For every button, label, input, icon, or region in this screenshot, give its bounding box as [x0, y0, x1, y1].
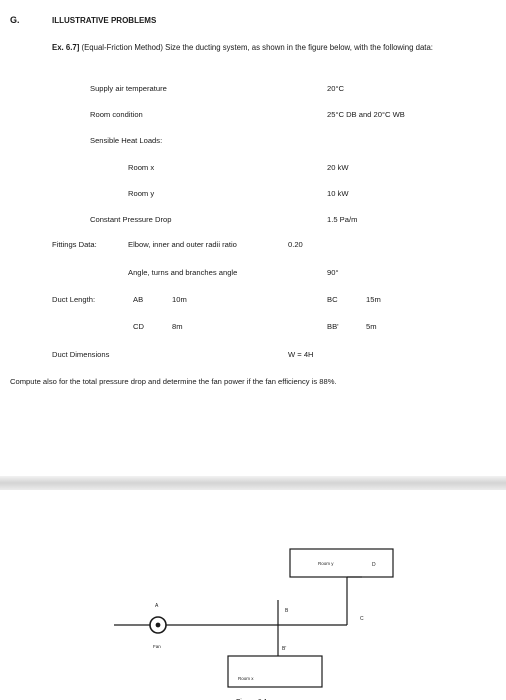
room-condition-label: Room condition	[90, 110, 143, 119]
example-text: (Equal-Friction Method) Size the ducting system, as shown in the figure below, with the following data:	[81, 43, 433, 52]
fan-text: Fan	[153, 644, 161, 649]
compute-instruction: Compute also for the total pressure drop and determine the fan power if the fan efficiency is 88%.	[10, 377, 337, 386]
room-x-box	[228, 656, 322, 687]
ab-value: 10m	[172, 295, 187, 304]
pressure-drop-value: 1.5 Pa/m	[327, 215, 358, 224]
point-c: C	[360, 616, 364, 622]
loads-label: Sensible Heat Loads:	[90, 136, 163, 145]
bc-value: 15m	[366, 295, 381, 304]
duct-dimensions-value: W = 4H	[288, 350, 314, 359]
bc-label: BC	[327, 295, 338, 304]
elbow-label: Elbow, inner and outer radii ratio	[128, 240, 237, 249]
point-d: D	[372, 562, 376, 568]
example-number: Ex. 6.7]	[52, 43, 80, 52]
supply-label: Supply air temperature	[90, 84, 167, 93]
cd-label: CD	[133, 322, 144, 331]
room-y-box	[290, 549, 393, 577]
point-b: B	[285, 608, 289, 614]
angle-label: Angle, turns and branches angle	[128, 268, 238, 277]
fan-hub	[156, 623, 161, 628]
point-a: A	[155, 603, 159, 609]
bb-prime-value: 5m	[366, 322, 377, 331]
point-b-prime: B'	[282, 646, 287, 652]
room-y-label: Room y	[128, 189, 155, 198]
pressure-drop-label: Constant Pressure Drop	[90, 215, 172, 224]
room-y-value: 10 kW	[327, 189, 349, 198]
room-y-text: Room y	[318, 561, 334, 566]
room-condition-value: 25°C DB and 20°C WB	[327, 110, 405, 119]
fittings-label: Fittings Data:	[52, 240, 97, 249]
room-x-value: 20 kW	[327, 163, 349, 172]
supply-value: 20°C	[327, 84, 344, 93]
angle-value: 90°	[327, 268, 339, 277]
section-title: ILLUSTRATIVE PROBLEMS	[52, 16, 157, 25]
section-letter: G.	[10, 15, 20, 25]
duct-length-label: Duct Length:	[52, 295, 96, 304]
ab-label: AB	[133, 295, 144, 304]
cd-value: 8m	[172, 322, 183, 331]
duct-dimensions-label: Duct Dimensions	[52, 350, 110, 359]
elbow-value: 0.20	[288, 240, 303, 249]
bb-prime-label: BB'	[327, 322, 339, 331]
room-x-text: Room x	[238, 676, 254, 681]
room-x-label: Room x	[128, 163, 155, 172]
